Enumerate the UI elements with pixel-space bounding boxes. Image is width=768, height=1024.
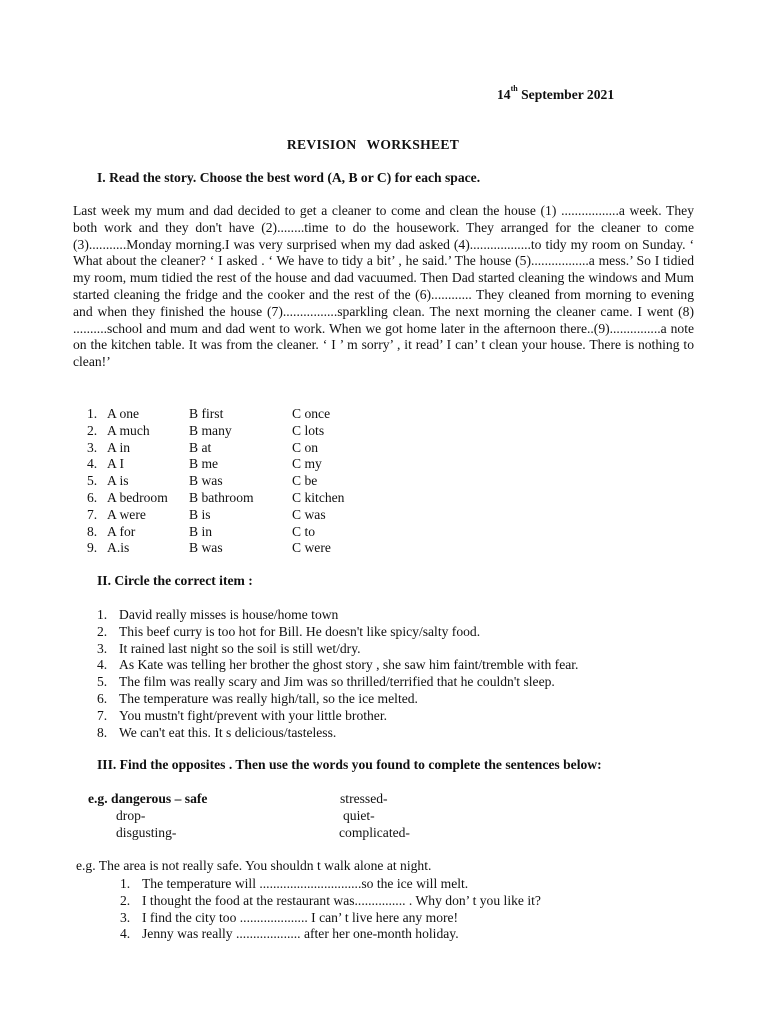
option-c: C was xyxy=(292,506,326,522)
option-b: B is xyxy=(189,506,211,522)
option-number: 4. xyxy=(87,456,98,472)
option-a: A much xyxy=(107,422,150,438)
section-3-heading: III. Find the opposites . Then use the words you found to complete the sentences below: xyxy=(97,757,602,772)
option-number: 8. xyxy=(87,523,98,539)
opposite-word: quiet- xyxy=(343,808,375,823)
option-c: C kitchen xyxy=(292,490,345,505)
option-c: C were xyxy=(292,540,331,556)
option-row xyxy=(87,455,387,472)
option-c: C my xyxy=(292,456,322,472)
circle-item xyxy=(97,673,697,690)
option-row xyxy=(87,472,387,489)
item-text: It rained last night so the soil is still wet/dry. xyxy=(119,640,361,656)
sentence-item xyxy=(120,892,720,909)
option-c: C to xyxy=(292,523,316,539)
option-a: A in xyxy=(107,439,131,455)
item-text: The film was really scary and Jim was so thrilled/terrified that he couldn't sleep. xyxy=(119,674,555,690)
sentence-number: 3. xyxy=(120,909,131,925)
item-number: 5. xyxy=(97,674,108,690)
option-b: B was xyxy=(189,540,223,556)
item-number: 2. xyxy=(97,623,108,639)
item-number: 1. xyxy=(97,607,108,622)
item-text: We can't eat this. It s delicious/tasteless. xyxy=(119,724,337,740)
option-row xyxy=(87,405,387,422)
option-number: 6. xyxy=(87,490,98,505)
option-number: 1. xyxy=(87,406,98,421)
option-a: A is xyxy=(107,473,129,489)
option-number: 3. xyxy=(87,439,98,455)
option-row xyxy=(87,489,387,506)
opposite-word: drop- xyxy=(116,808,146,823)
option-c: C on xyxy=(292,439,319,455)
option-row xyxy=(87,506,387,523)
sentence-item xyxy=(120,875,720,892)
sentence-item xyxy=(120,925,720,942)
opposite-word: disgusting- xyxy=(116,825,177,840)
option-number: 9. xyxy=(87,540,98,556)
item-text: As Kate was telling her brother the ghost story , she saw him faint/tremble with fear. xyxy=(119,657,579,673)
item-number: 4. xyxy=(97,657,108,673)
option-number: 5. xyxy=(87,473,98,489)
option-a: A bedroom xyxy=(107,490,168,505)
option-b: B in xyxy=(189,523,213,539)
worksheet-title: REVISION WORKSHEET xyxy=(286,137,460,152)
option-a: A for xyxy=(107,523,136,539)
option-b: B at xyxy=(189,439,212,455)
option-row xyxy=(87,439,387,456)
option-c: C once xyxy=(292,406,331,421)
opposite-word: complicated- xyxy=(339,825,410,840)
sentence-item xyxy=(120,909,720,926)
example-sentence: e.g. The area is not really safe. You shouldn t walk alone at night. xyxy=(76,858,432,873)
sentence-number: 4. xyxy=(120,926,131,942)
option-row xyxy=(87,523,387,540)
item-text: This beef curry is too hot for Bill. He doesn't like spicy/salty food. xyxy=(119,623,481,639)
option-number: 2. xyxy=(87,422,98,438)
worksheet-date: 14th September 2021 xyxy=(497,84,615,102)
item-text: The temperature was really high/tall, so the ice melted. xyxy=(119,691,418,706)
option-a: A were xyxy=(107,506,146,522)
option-c: C lots xyxy=(292,422,325,438)
sentence-text: Jenny was really ................... after her one-month holiday. xyxy=(142,926,459,942)
item-number: 8. xyxy=(97,724,108,740)
option-b: B was xyxy=(189,473,223,489)
opposite-word: stressed- xyxy=(340,791,388,806)
option-b: B first xyxy=(189,406,224,421)
circle-item xyxy=(97,656,697,673)
option-c: C be xyxy=(292,473,318,489)
sentence-text: The temperature will ..............................so the ice will melt. xyxy=(142,876,469,891)
option-row xyxy=(87,422,387,439)
option-b: B me xyxy=(189,456,219,472)
option-b: B many xyxy=(189,422,232,438)
item-number: 7. xyxy=(97,707,108,723)
circle-item xyxy=(97,707,697,724)
item-text: David really misses is house/home town xyxy=(119,607,339,622)
option-a: A I xyxy=(107,456,124,472)
circle-item xyxy=(97,690,697,707)
sentence-number: 2. xyxy=(120,892,131,908)
item-text: You mustn't fight/prevent with your little brother. xyxy=(119,707,388,723)
circle-item xyxy=(97,623,697,640)
section-1-heading: I. Read the story. Choose the best word (A, B or C) for each space. xyxy=(97,170,481,185)
item-number: 6. xyxy=(97,691,108,706)
circle-item xyxy=(97,724,697,741)
example-opposite-pair: e.g. dangerous – safe xyxy=(88,791,208,806)
story-paragraph: Last week my mum and dad decided to get a cleaner to come and clean the house (1) .................a week. They both work and they don't have (2)........time to do the housework. They arranged for the cleaner to come (3)...........Monday morning.I was very surprised when my dad asked (4)..................to tidy my room on Sunday. ‘ What about the cleaner? ‘ I asked . ‘ We have to tidy a bit’ , he said.’ The house (5).................a mess.’ So I tidied my room, mum tidied the rest of the house and dad vacuumed. Then Dad started cleaning the windows and Mum started cleaning the fridge and the cooker and the rest of the (6)............ They cleaned from morning to evening and when they finished the house (7)................sparkling clean. The next morning the cleaner came. I went (8) ..........school and mum and dad went to work. When we got home later in the afternoon there..(9)...............a note on the kitchen table. It was from the cleaner. ‘ I ’ m sorry’ , it read’ I can’ t clean your house. There is nothing to clean!’ xyxy=(73,203,694,370)
section-2-heading: II. Circle the correct item : xyxy=(97,573,253,588)
option-a: A.is xyxy=(107,540,130,556)
sentence-text: I thought the food at the restaurant was............... . Why don’ t you like it? xyxy=(142,892,541,908)
option-b: B bathroom xyxy=(189,490,254,505)
option-number: 7. xyxy=(87,506,98,522)
circle-item xyxy=(97,606,697,623)
option-a: A one xyxy=(107,406,140,421)
item-number: 3. xyxy=(97,640,108,656)
sentence-text: I find the city too .................... I can’ t live here any more! xyxy=(142,909,459,925)
sentence-number: 1. xyxy=(120,876,131,891)
circle-item xyxy=(97,640,697,657)
option-row xyxy=(87,539,387,556)
